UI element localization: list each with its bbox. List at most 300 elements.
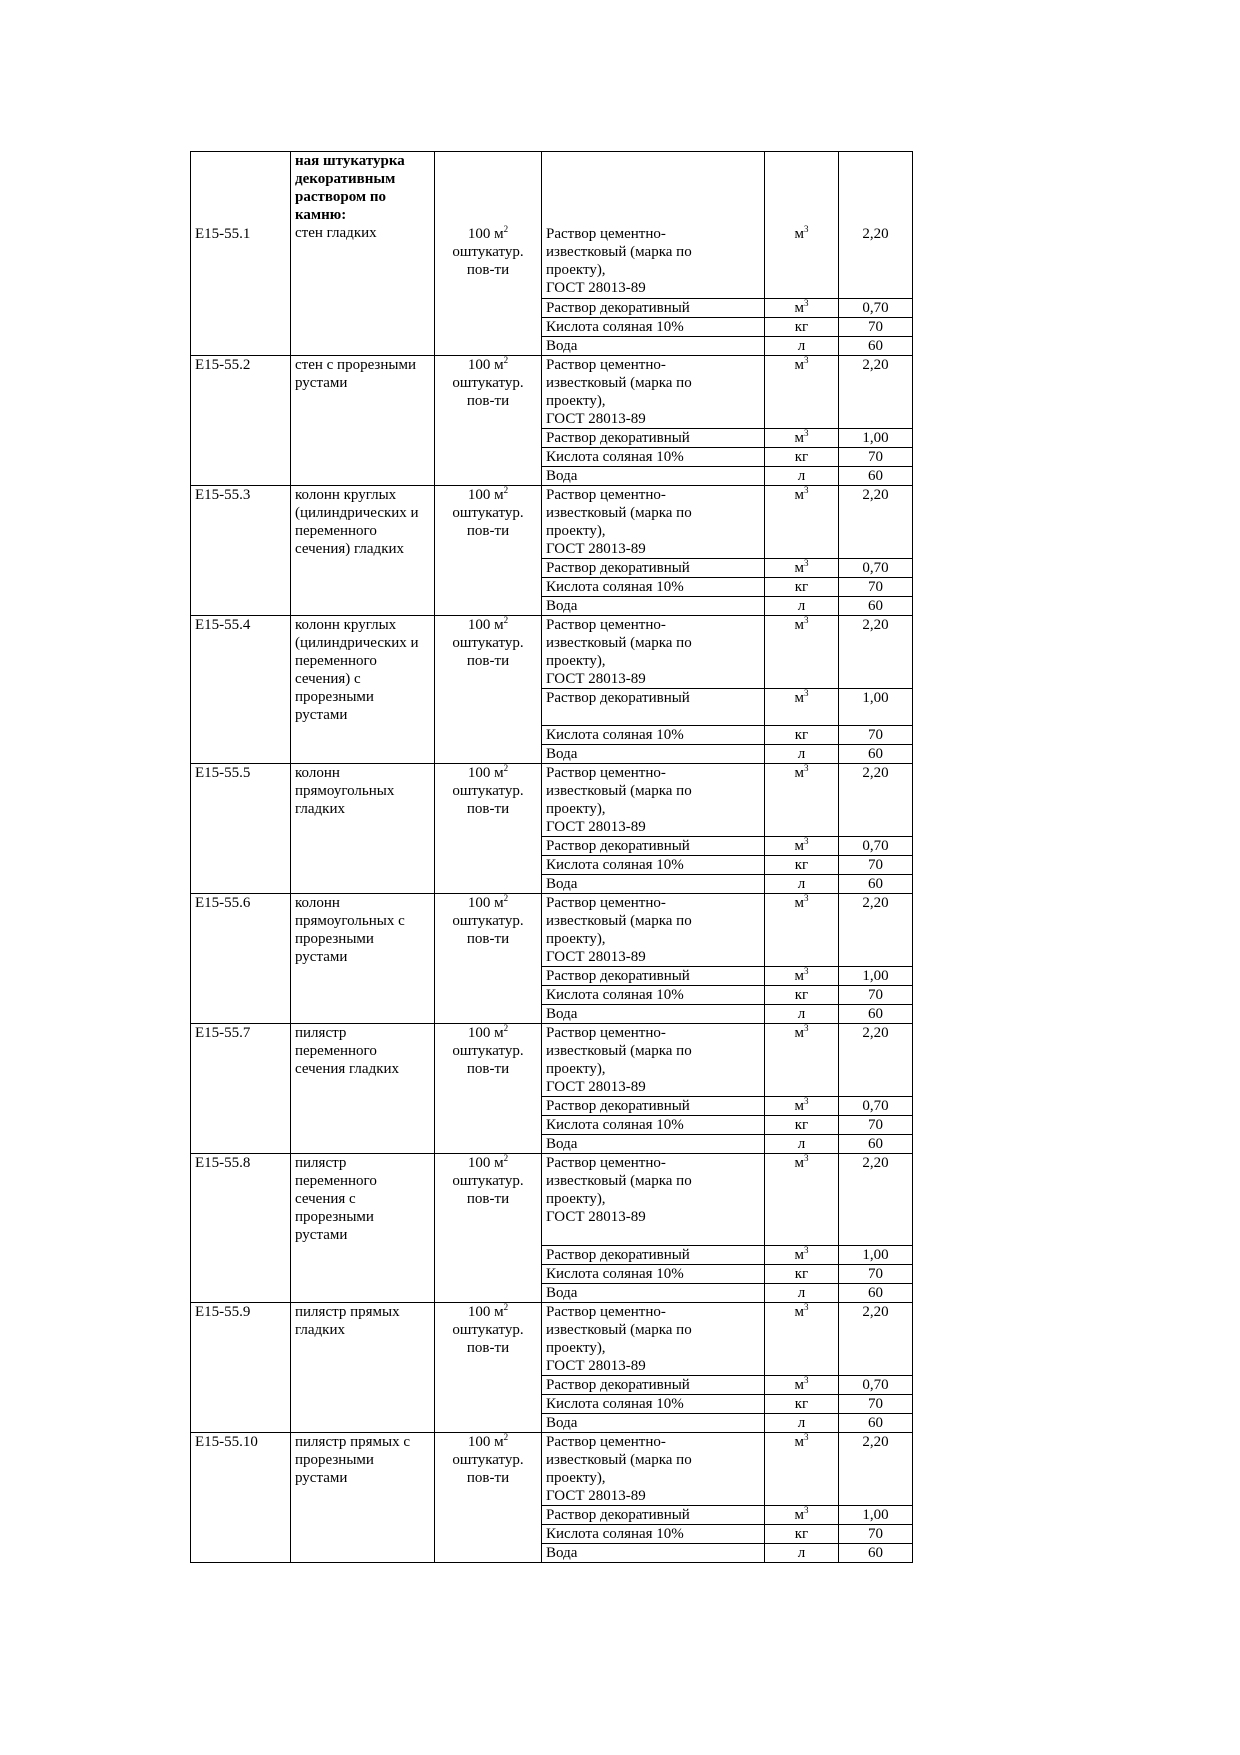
norm-code: Е15-55.8 bbox=[195, 1155, 251, 1171]
resource-name-cell bbox=[542, 1005, 765, 1024]
work-unit-line: оштукатур. bbox=[452, 783, 524, 799]
section-heading-line: ная штукатурка bbox=[295, 153, 405, 169]
norm-code-cell bbox=[191, 486, 291, 616]
work-name: стен гладких bbox=[295, 225, 377, 241]
work-unit-line: оштукатур. bbox=[452, 375, 524, 391]
resource-qty-cell bbox=[839, 616, 913, 689]
resource-unit-exponent: 3 bbox=[804, 763, 809, 773]
work-unit-exponent: 2 bbox=[503, 224, 509, 234]
work-name: колонн круглых (цилиндрических и переменного сечения) гладких bbox=[295, 487, 419, 557]
work-name-cell bbox=[291, 764, 435, 894]
resource-name-cell bbox=[542, 689, 765, 726]
resource-qty-cell bbox=[839, 299, 913, 318]
resource-unit-cell bbox=[765, 1544, 839, 1563]
resource-unit-cell bbox=[765, 856, 839, 875]
resource-unit: м bbox=[794, 690, 804, 706]
resource-name-cell bbox=[542, 1265, 765, 1284]
resource-name-cell bbox=[542, 875, 765, 894]
work-unit-line: оштукатур. bbox=[452, 1173, 524, 1189]
resource-unit: л bbox=[797, 338, 806, 354]
resource-unit-cell bbox=[765, 616, 839, 689]
work-unit-line: пов-ти bbox=[466, 1191, 510, 1207]
resource-name bbox=[546, 487, 692, 557]
resource-name-cell bbox=[542, 745, 765, 764]
resource-name: Кислота соляная 10% bbox=[546, 579, 684, 595]
resource-unit: л bbox=[797, 876, 806, 892]
resource-quantity: 2,20 bbox=[862, 617, 889, 633]
resource-name-cell bbox=[542, 856, 765, 875]
resource-name-cell bbox=[542, 152, 765, 299]
resource-unit-exponent: 3 bbox=[804, 355, 809, 365]
norm-code-cell bbox=[191, 356, 291, 486]
resource-name-cell bbox=[542, 1506, 765, 1525]
resource-unit: м bbox=[794, 300, 804, 316]
resource-name-cell bbox=[542, 1525, 765, 1544]
resource-name bbox=[546, 895, 692, 965]
resource-qty-cell bbox=[839, 1525, 913, 1544]
resource-unit: кг bbox=[794, 857, 809, 873]
resource-name-line: Раствор цементно- bbox=[546, 226, 666, 242]
resource-name: Раствор декоративный bbox=[546, 1377, 690, 1393]
resource-qty-cell bbox=[839, 1376, 913, 1395]
resource-name-line: ГОСТ 28013-89 bbox=[546, 1488, 646, 1504]
resource-name: Вода bbox=[546, 746, 578, 762]
work-unit-exponent: 2 bbox=[503, 1023, 509, 1033]
resource-qty-cell bbox=[839, 318, 913, 337]
work-unit-cell bbox=[435, 356, 542, 486]
work-unit-line: пов-ти bbox=[466, 1470, 510, 1486]
resource-unit-cell bbox=[765, 152, 839, 299]
resource-name-line: проекту), bbox=[546, 1061, 606, 1077]
work-unit-exponent: 2 bbox=[503, 355, 509, 365]
resource-name-line: проекту), bbox=[546, 262, 606, 278]
resource-qty-cell bbox=[839, 745, 913, 764]
resource-unit: м bbox=[794, 617, 804, 633]
norms-table bbox=[190, 151, 913, 1563]
resource-qty-cell bbox=[839, 486, 913, 559]
resource-quantity: 2,20 bbox=[862, 1434, 889, 1450]
resource-unit-cell bbox=[765, 894, 839, 967]
work-name: стен с прорезными рустами bbox=[295, 357, 416, 391]
resource-quantity: 2,20 bbox=[862, 765, 889, 781]
resource-unit-cell bbox=[765, 1135, 839, 1154]
resource-unit: кг bbox=[794, 1526, 809, 1542]
resource-name-line: известковый (марка по bbox=[546, 375, 692, 391]
resource-unit-cell bbox=[765, 318, 839, 337]
resource-name-cell bbox=[542, 726, 765, 745]
resource-name-line: Раствор цементно- bbox=[546, 895, 666, 911]
resource-name: Кислота соляная 10% bbox=[546, 727, 684, 743]
resource-name-cell bbox=[542, 597, 765, 616]
work-unit: 100 м bbox=[467, 895, 504, 911]
resource-name-line: ГОСТ 28013-89 bbox=[546, 1209, 646, 1225]
resource-qty-cell bbox=[839, 1154, 913, 1246]
resource-name-line: ГОСТ 28013-89 bbox=[546, 280, 646, 296]
work-name-cell bbox=[291, 1154, 435, 1303]
resource-qty-cell bbox=[839, 578, 913, 597]
resource-unit-cell bbox=[765, 1265, 839, 1284]
resource-unit: л bbox=[797, 1136, 806, 1152]
resource-name-line: известковый (марка по bbox=[546, 913, 692, 929]
norm-code-cell bbox=[191, 894, 291, 1024]
resource-qty-cell bbox=[839, 764, 913, 837]
resource-name bbox=[546, 226, 692, 296]
work-name-cell bbox=[291, 894, 435, 1024]
work-unit-exponent: 2 bbox=[503, 1153, 509, 1163]
section-heading-line: раствором по bbox=[295, 189, 387, 205]
resource-unit-cell bbox=[765, 1005, 839, 1024]
resource-unit-exponent: 3 bbox=[804, 1432, 809, 1442]
resource-name-line: известковый (марка по bbox=[546, 635, 692, 651]
resource-qty-cell bbox=[839, 1024, 913, 1097]
resource-quantity: 70 bbox=[868, 727, 883, 743]
work-unit-line: оштукатур. bbox=[452, 635, 524, 651]
resource-unit: м bbox=[794, 430, 804, 446]
norm-code: Е15-55.2 bbox=[195, 357, 251, 373]
resource-unit-cell bbox=[765, 1525, 839, 1544]
resource-quantity: 60 bbox=[868, 746, 883, 762]
resource-name-cell bbox=[542, 1284, 765, 1303]
work-unit-line: пов-ти bbox=[466, 801, 510, 817]
resource-quantity: 70 bbox=[868, 319, 883, 335]
resource-unit-exponent: 3 bbox=[804, 485, 809, 495]
resource-name-cell bbox=[542, 837, 765, 856]
resource-unit-exponent: 3 bbox=[804, 1096, 809, 1106]
resource-quantity: 70 bbox=[868, 579, 883, 595]
norm-code-cell bbox=[191, 616, 291, 764]
resource-name: Вода bbox=[546, 876, 578, 892]
resource-name: Кислота соляная 10% bbox=[546, 1526, 684, 1542]
resource-unit-exponent: 3 bbox=[804, 298, 809, 308]
work-unit-line: оштукатур. bbox=[452, 505, 524, 521]
resource-qty-cell bbox=[839, 152, 913, 299]
resource-qty-cell bbox=[839, 726, 913, 745]
resource-name: Кислота соляная 10% bbox=[546, 987, 684, 1003]
resource-name-cell bbox=[542, 486, 765, 559]
norm-code: Е15-55.4 bbox=[195, 617, 251, 633]
work-unit: 100 м bbox=[467, 1304, 504, 1320]
norm-code: Е15-55.5 bbox=[195, 765, 251, 781]
work-unit-line: оштукатур. bbox=[452, 1322, 524, 1338]
table-row bbox=[191, 1024, 913, 1097]
resource-unit: кг bbox=[794, 579, 809, 595]
resource-quantity: 70 bbox=[868, 1396, 883, 1412]
resource-name-cell bbox=[542, 1414, 765, 1433]
resource-unit: л bbox=[797, 468, 806, 484]
resource-unit-exponent: 3 bbox=[804, 1153, 809, 1163]
resource-name-line: Раствор цементно- bbox=[546, 1025, 666, 1041]
norms-table-body bbox=[191, 152, 913, 1563]
resource-name-line: известковый (марка по bbox=[546, 505, 692, 521]
section-heading bbox=[295, 153, 405, 223]
work-name-cell bbox=[291, 486, 435, 616]
norm-code-cell bbox=[191, 1154, 291, 1303]
resource-unit-exponent: 3 bbox=[804, 1302, 809, 1312]
norm-code-cell bbox=[191, 152, 291, 356]
work-unit: 100 м bbox=[467, 1025, 504, 1041]
work-unit-line: пов-ти bbox=[466, 393, 510, 409]
resource-quantity: 1,00 bbox=[862, 968, 889, 984]
resource-name bbox=[546, 1025, 692, 1095]
resource-unit: м bbox=[794, 1155, 804, 1171]
resource-name: Вода bbox=[546, 598, 578, 614]
resource-unit: м bbox=[794, 1304, 804, 1320]
table-row bbox=[191, 894, 913, 967]
work-name-cell bbox=[291, 1433, 435, 1563]
resource-quantity: 2,20 bbox=[862, 226, 889, 242]
resource-quantity: 60 bbox=[868, 1006, 883, 1022]
norm-code-cell bbox=[191, 1303, 291, 1433]
resource-unit-exponent: 3 bbox=[804, 615, 809, 625]
resource-quantity: 1,00 bbox=[862, 430, 889, 446]
resource-name: Раствор декоративный bbox=[546, 430, 690, 446]
resource-qty-cell bbox=[839, 1116, 913, 1135]
resource-name-cell bbox=[542, 1303, 765, 1376]
resource-name: Кислота соляная 10% bbox=[546, 319, 684, 335]
resource-unit-cell bbox=[765, 578, 839, 597]
norm-code: Е15-55.1 bbox=[195, 226, 251, 242]
work-name-cell bbox=[291, 616, 435, 764]
resource-name-cell bbox=[542, 1395, 765, 1414]
resource-quantity: 60 bbox=[868, 598, 883, 614]
resource-name-cell bbox=[542, 986, 765, 1005]
resource-unit-exponent: 3 bbox=[804, 1505, 809, 1515]
work-name-cell bbox=[291, 1303, 435, 1433]
resource-quantity: 2,20 bbox=[862, 357, 889, 373]
norm-code: Е15-55.3 bbox=[195, 487, 251, 503]
resource-name-cell bbox=[542, 967, 765, 986]
resource-qty-cell bbox=[839, 448, 913, 467]
resource-name: Раствор декоративный bbox=[546, 690, 690, 706]
resource-qty-cell bbox=[839, 856, 913, 875]
resource-unit-cell bbox=[765, 597, 839, 616]
resource-name-line: проекту), bbox=[546, 393, 606, 409]
resource-unit-cell bbox=[765, 1395, 839, 1414]
resource-unit: м bbox=[794, 1247, 804, 1263]
resource-name-line: Раствор цементно- bbox=[546, 1304, 666, 1320]
work-name-cell bbox=[291, 1024, 435, 1154]
work-unit: 100 м bbox=[467, 617, 504, 633]
resource-name-cell bbox=[542, 448, 765, 467]
resource-unit-cell bbox=[765, 1376, 839, 1395]
resource-qty-cell bbox=[839, 356, 913, 429]
resource-name-line: ГОСТ 28013-89 bbox=[546, 1079, 646, 1095]
resource-unit: м bbox=[794, 487, 804, 503]
resource-unit: кг bbox=[794, 727, 809, 743]
resource-name-line: ГОСТ 28013-89 bbox=[546, 949, 646, 965]
resource-name bbox=[546, 1434, 692, 1504]
resource-unit: м bbox=[794, 1098, 804, 1114]
table-row bbox=[191, 764, 913, 837]
resource-name-line: Раствор цементно- bbox=[546, 1434, 666, 1450]
resource-name-cell bbox=[542, 1544, 765, 1563]
resource-quantity: 0,70 bbox=[862, 300, 889, 316]
resource-qty-cell bbox=[839, 1395, 913, 1414]
resource-quantity: 2,20 bbox=[862, 895, 889, 911]
resource-name-cell bbox=[542, 578, 765, 597]
resource-unit-cell bbox=[765, 875, 839, 894]
resource-name-line: ГОСТ 28013-89 bbox=[546, 1358, 646, 1374]
work-unit-line: оштукатур. bbox=[452, 244, 524, 260]
resource-quantity: 60 bbox=[868, 468, 883, 484]
resource-unit-cell bbox=[765, 1303, 839, 1376]
resource-unit: м bbox=[794, 357, 804, 373]
work-name-cell bbox=[291, 356, 435, 486]
table-row bbox=[191, 1154, 913, 1246]
resource-unit-cell bbox=[765, 356, 839, 429]
work-unit-exponent: 2 bbox=[503, 615, 509, 625]
resource-unit: м bbox=[794, 226, 804, 242]
work-unit-line: оштукатур. bbox=[452, 913, 524, 929]
resource-name-cell bbox=[542, 1116, 765, 1135]
resource-unit: кг bbox=[794, 1266, 809, 1282]
resource-qty-cell bbox=[839, 894, 913, 967]
resource-name-cell bbox=[542, 1024, 765, 1097]
resource-unit: м bbox=[794, 765, 804, 781]
resource-qty-cell bbox=[839, 1284, 913, 1303]
section-heading-line: декоративным bbox=[295, 171, 396, 187]
resource-unit-exponent: 3 bbox=[804, 428, 809, 438]
work-name: колонн прямоугольных с прорезными рустами bbox=[295, 895, 405, 965]
resource-name: Раствор декоративный bbox=[546, 1098, 690, 1114]
resource-quantity: 60 bbox=[868, 1415, 883, 1431]
resource-unit-cell bbox=[765, 1154, 839, 1246]
norm-code: Е15-55.7 bbox=[195, 1025, 251, 1041]
norm-code: Е15-55.10 bbox=[195, 1434, 258, 1450]
norm-code: Е15-55.9 bbox=[195, 1304, 251, 1320]
resource-name-line: проекту), bbox=[546, 1340, 606, 1356]
resource-qty-cell bbox=[839, 1246, 913, 1265]
resource-name-cell bbox=[542, 1433, 765, 1506]
resource-qty-cell bbox=[839, 467, 913, 486]
resource-qty-cell bbox=[839, 837, 913, 856]
resource-name: Раствор декоративный bbox=[546, 300, 690, 316]
work-unit-exponent: 2 bbox=[503, 893, 509, 903]
resource-unit-exponent: 3 bbox=[804, 1245, 809, 1255]
table-row bbox=[191, 616, 913, 689]
resource-qty-cell bbox=[839, 1097, 913, 1116]
work-unit-line: оштукатур. bbox=[452, 1452, 524, 1468]
resource-unit: м bbox=[794, 838, 804, 854]
resource-unit-exponent: 3 bbox=[804, 1023, 809, 1033]
norm-code-cell bbox=[191, 1024, 291, 1154]
resource-name-line: ГОСТ 28013-89 bbox=[546, 411, 646, 427]
resource-quantity: 70 bbox=[868, 1117, 883, 1133]
resource-unit: кг bbox=[794, 449, 809, 465]
norm-code-cell bbox=[191, 1433, 291, 1563]
resource-name-line: Раствор цементно- bbox=[546, 1155, 666, 1171]
section-heading-line: камню: bbox=[295, 207, 347, 223]
resource-name-cell bbox=[542, 764, 765, 837]
resource-quantity: 2,20 bbox=[862, 1304, 889, 1320]
resource-unit: м bbox=[794, 560, 804, 576]
resource-name: Раствор декоративный bbox=[546, 968, 690, 984]
resource-unit-cell bbox=[765, 986, 839, 1005]
work-unit: 100 м bbox=[467, 357, 504, 373]
resource-quantity: 1,00 bbox=[862, 690, 889, 706]
resource-name-line: проекту), bbox=[546, 801, 606, 817]
resource-quantity: 1,00 bbox=[862, 1247, 889, 1263]
resource-unit: л bbox=[797, 746, 806, 762]
resource-name: Вода bbox=[546, 1285, 578, 1301]
resource-name-cell bbox=[542, 616, 765, 689]
resource-qty-cell bbox=[839, 1005, 913, 1024]
resource-quantity: 0,70 bbox=[862, 1377, 889, 1393]
work-unit-cell bbox=[435, 152, 542, 356]
work-name: пилястр прямых с прорезными рустами bbox=[295, 1434, 410, 1486]
resource-name-cell bbox=[542, 559, 765, 578]
work-unit-line: пов-ти bbox=[466, 1340, 510, 1356]
work-unit-cell bbox=[435, 616, 542, 764]
resource-unit: м bbox=[794, 968, 804, 984]
work-unit: 100 м bbox=[467, 765, 504, 781]
resource-name: Вода bbox=[546, 1136, 578, 1152]
resource-name: Вода bbox=[546, 338, 578, 354]
work-unit-exponent: 2 bbox=[503, 763, 509, 773]
work-unit-cell bbox=[435, 1154, 542, 1303]
resource-quantity: 60 bbox=[868, 876, 883, 892]
resource-name bbox=[546, 765, 692, 835]
resource-unit-exponent: 3 bbox=[804, 893, 809, 903]
resource-name: Кислота соляная 10% bbox=[546, 1117, 684, 1133]
work-unit-cell bbox=[435, 1433, 542, 1563]
resource-unit: кг bbox=[794, 319, 809, 335]
resource-unit-exponent: 3 bbox=[804, 558, 809, 568]
resource-name: Кислота соляная 10% bbox=[546, 1266, 684, 1282]
resource-quantity: 70 bbox=[868, 1266, 883, 1282]
work-unit-cell bbox=[435, 894, 542, 1024]
resource-unit-cell bbox=[765, 1097, 839, 1116]
resource-qty-cell bbox=[839, 1506, 913, 1525]
work-unit-cell bbox=[435, 486, 542, 616]
resource-unit-cell bbox=[765, 559, 839, 578]
resource-quantity: 70 bbox=[868, 1526, 883, 1542]
resource-unit-cell bbox=[765, 299, 839, 318]
resource-qty-cell bbox=[839, 875, 913, 894]
resource-name-cell bbox=[542, 1097, 765, 1116]
resource-name-cell bbox=[542, 1154, 765, 1246]
resource-unit-exponent: 3 bbox=[804, 966, 809, 976]
resource-quantity: 0,70 bbox=[862, 1098, 889, 1114]
resource-unit: м bbox=[794, 1507, 804, 1523]
work-unit: 100 м bbox=[467, 487, 504, 503]
work-unit-exponent: 2 bbox=[503, 485, 509, 495]
resource-unit: кг bbox=[794, 987, 809, 1003]
resource-unit: м bbox=[794, 1377, 804, 1393]
resource-qty-cell bbox=[839, 1433, 913, 1506]
resource-unit-cell bbox=[765, 1116, 839, 1135]
resource-unit-cell bbox=[765, 448, 839, 467]
resource-name-cell bbox=[542, 1135, 765, 1154]
resource-unit-cell bbox=[765, 689, 839, 726]
resource-qty-cell bbox=[839, 559, 913, 578]
resource-name-cell bbox=[542, 467, 765, 486]
resource-qty-cell bbox=[839, 429, 913, 448]
resource-name-cell bbox=[542, 894, 765, 967]
resource-name-line: ГОСТ 28013-89 bbox=[546, 541, 646, 557]
resource-quantity: 60 bbox=[868, 338, 883, 354]
resource-qty-cell bbox=[839, 1135, 913, 1154]
work-name-cell bbox=[291, 152, 435, 356]
table-row bbox=[191, 1433, 913, 1506]
resource-unit: л bbox=[797, 1006, 806, 1022]
work-unit-line: пов-ти bbox=[466, 262, 510, 278]
resource-unit-exponent: 3 bbox=[804, 224, 809, 234]
resource-unit-cell bbox=[765, 1284, 839, 1303]
resource-name: Раствор декоративный bbox=[546, 1507, 690, 1523]
resource-unit: л bbox=[797, 1545, 806, 1561]
resource-unit-cell bbox=[765, 764, 839, 837]
